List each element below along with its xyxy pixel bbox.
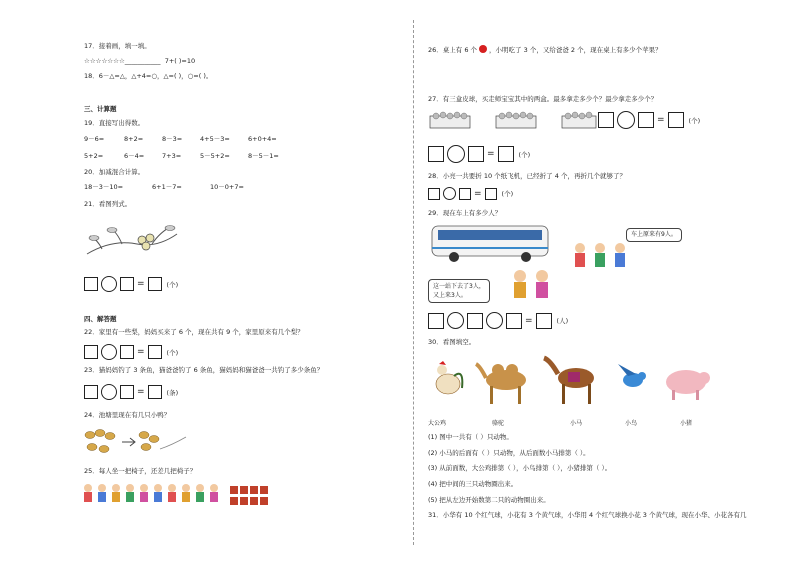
animal-label: 大公鸡 <box>428 420 447 427</box>
q19-row1-item: 8+2= <box>124 135 144 143</box>
q23-text: 23．猫妈妈钓了 3 条鱼，猫爸爸钓了 6 条鱼，猫妈妈和猫爸爸一共钓了多少条鱼？ <box>84 366 324 374</box>
operator-circle[interactable] <box>447 312 464 329</box>
q28-answer-row <box>428 187 513 200</box>
answer-box[interactable] <box>506 313 522 329</box>
rooster-icon <box>436 361 462 394</box>
operator-circle[interactable] <box>101 384 117 400</box>
q19-row1-item: 6+0+4= <box>248 135 277 143</box>
pig-icon <box>666 370 710 400</box>
q30-line: (3) 从前面数，大公鸡排第（ ），小鸟排第（ ），小猪排第（ ）。 <box>428 464 612 472</box>
q19-row2-item: 7+3= <box>162 152 182 160</box>
animal-label: 小猪 <box>680 420 693 427</box>
answer-box[interactable] <box>84 345 98 359</box>
q17-title: 17．接着画，填一填。 <box>84 42 151 50</box>
twig-with-berries-illustration <box>82 214 182 264</box>
section-three-heading: 三、计算题 <box>84 105 117 113</box>
column-divider <box>413 20 414 545</box>
q27-answer-row-2 <box>428 145 530 163</box>
q22-answer-row <box>84 344 178 360</box>
answer-box[interactable] <box>467 313 483 329</box>
bird-icon <box>618 364 646 387</box>
q21-title: 21．看图列式。 <box>84 200 132 208</box>
q17-stars <box>84 57 195 65</box>
answer-box[interactable] <box>485 188 497 200</box>
answer-box[interactable] <box>668 112 684 128</box>
children-group <box>84 484 218 502</box>
equals-sign: = <box>525 315 533 326</box>
answer-box[interactable] <box>120 345 134 359</box>
boarding-children-illustration <box>570 240 628 276</box>
apple-icon <box>479 45 487 53</box>
q20-item: 6+1－7= <box>152 183 182 191</box>
unit-label: (人) <box>556 317 569 325</box>
children-at-stop-illustration <box>508 268 554 302</box>
q19-title: 19．直接写出得数。 <box>84 119 145 127</box>
q25-text: 25．每人坐一把椅子，还差几把椅子？ <box>84 467 197 475</box>
q26-text <box>428 44 662 54</box>
q20-title: 20．加减混合计算。 <box>84 168 145 176</box>
answer-box[interactable] <box>148 345 162 359</box>
answer-box[interactable] <box>120 385 134 399</box>
equals-sign: = <box>137 387 145 397</box>
answer-box[interactable] <box>120 277 134 291</box>
answer-box[interactable] <box>638 112 654 128</box>
q19-row2-item: 6－4= <box>124 152 145 160</box>
q21-answer-row <box>84 276 178 292</box>
q28-text: 28．小亮一共要折 10 个纸飞机，已经折了 4 个，再折几个就够了？ <box>428 172 626 180</box>
camel-icon <box>476 364 526 404</box>
answer-box[interactable] <box>536 313 552 329</box>
q19-row2-item: 5+2= <box>84 152 104 160</box>
answer-box[interactable] <box>84 385 98 399</box>
q19-row1-item: 4+5－3= <box>200 135 230 143</box>
answer-box[interactable] <box>598 112 614 128</box>
unit-label: (条) <box>166 388 179 397</box>
ducks-illustration <box>82 425 192 459</box>
q27-boxes-row <box>428 110 700 130</box>
q26-pre: 26．桌上有 6 个 <box>428 46 478 54</box>
unit-label: (个) <box>166 348 179 357</box>
q31-text: 31．小华有 10 个红气球，小花有 3 个黄气球，小华用 4 个红气球换小花 3 个黄气球，现在小华、小花各有几 <box>428 511 747 519</box>
section-four-heading: 四、解答题 <box>84 315 117 323</box>
q20-item: 10－0+7= <box>210 183 244 191</box>
q19-row1-item: 8－3= <box>162 135 183 143</box>
q17-equation: 7+( )=10 <box>164 57 196 65</box>
unit-label: (个) <box>166 280 179 289</box>
answer-box[interactable] <box>428 146 444 162</box>
q30-title: 30．看图填空。 <box>428 338 476 346</box>
answer-box[interactable] <box>459 188 471 200</box>
equals-sign: = <box>657 115 665 125</box>
equals-sign: = <box>487 149 495 159</box>
speech-bubble-at-stop <box>428 279 490 303</box>
bubble-line-1: 这一站下去了3人， <box>433 283 485 290</box>
answer-box[interactable] <box>148 277 162 291</box>
q22-text: 22．家里有一些梨，妈妈买来了 6 个，现在共有 9 个，家里原来有几个梨？ <box>84 328 304 336</box>
answer-box[interactable] <box>428 313 444 329</box>
equals-sign: = <box>474 188 482 199</box>
chairs-group <box>230 486 268 505</box>
equals-sign: = <box>137 347 145 357</box>
q27-text: 27．有三盒皮球，买走师宝宝其中的两盒。最多拿走多少个？最少拿走多少个？ <box>428 95 658 103</box>
q19-row2-item: 8－5－1= <box>248 152 279 160</box>
q18-text: 18．6－△=△，△+4=○，△=( )，○=( )。 <box>84 72 213 80</box>
operator-circle[interactable] <box>101 276 117 292</box>
answer-box[interactable] <box>428 188 440 200</box>
q30-line: (2) 小马的后面有（ ）只动物，从后面数小马排第（ ）。 <box>428 449 590 457</box>
q26-post: ，小明吃了 3 个，又给爸爸 2 个，现在桌上有多少个苹果？ <box>489 46 662 54</box>
equals-sign: = <box>137 279 145 289</box>
unit-label: (个) <box>518 150 531 159</box>
answer-box[interactable] <box>148 385 162 399</box>
bus-illustration <box>430 222 552 264</box>
animal-label: 小马 <box>570 420 583 427</box>
animal-label: 小鸟 <box>625 420 638 427</box>
speech-bubble-on-bus: 车上原来有9人。 <box>626 228 682 242</box>
horse-icon <box>544 358 594 404</box>
q24-text: 24．池塘里现在有几只小鸭？ <box>84 411 171 419</box>
answer-box[interactable] <box>498 146 514 162</box>
unit-label: (个) <box>688 116 701 125</box>
operator-circle[interactable] <box>447 145 465 163</box>
bubble-line-2: 又上来3人。 <box>433 292 467 299</box>
q29-title: 29．现在车上有多少人？ <box>428 209 502 217</box>
q20-item: 18－3－10= <box>84 183 124 191</box>
children-and-chairs-illustration <box>80 482 270 510</box>
animal-label: 骆驼 <box>492 420 505 427</box>
operator-circle[interactable] <box>617 111 635 129</box>
q30-line: (1) 图中一共有（ ）只动物。 <box>428 433 513 441</box>
q30-line: (5) 把从左边开始数第二只的动物圈出来。 <box>428 496 550 504</box>
q23-answer-row <box>84 384 178 400</box>
unit-label: (个) <box>501 190 514 198</box>
answer-box[interactable] <box>84 277 98 291</box>
q19-row1-item: 9－6= <box>84 135 105 143</box>
operator-circle[interactable] <box>101 344 117 360</box>
q19-row2-item: 5－5+2= <box>200 152 230 160</box>
q30-line: (4) 把中间的三只动物圈出来。 <box>428 480 518 488</box>
operator-circle[interactable] <box>486 312 503 329</box>
q29-answer-row <box>428 312 568 329</box>
operator-circle[interactable] <box>443 187 456 200</box>
q17-stars-text: ☆☆☆☆☆☆☆___________ <box>84 57 161 65</box>
animals-illustration <box>428 348 718 410</box>
answer-box[interactable] <box>468 146 484 162</box>
ball-boxes-illustration <box>428 110 598 130</box>
